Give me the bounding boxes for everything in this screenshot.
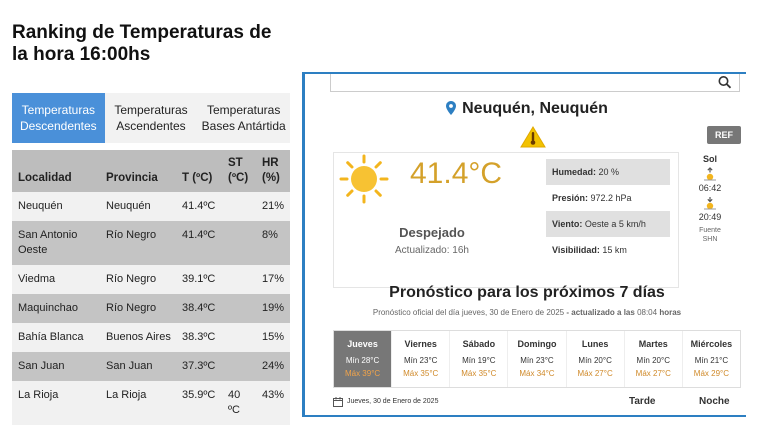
forecast-day-min: Mín 20°C xyxy=(636,356,670,365)
cell-sensacion-termica xyxy=(222,323,256,352)
cell-sensacion-termica xyxy=(222,265,256,294)
column-header-provincia: Provincia xyxy=(100,150,176,192)
forecast-day-min: Mín 23°C xyxy=(403,356,438,365)
table-row xyxy=(12,381,290,425)
cell-humedad: 15% xyxy=(256,323,290,352)
cell-provincia: San Juan xyxy=(100,352,176,381)
cell-humedad: 17% xyxy=(256,265,290,294)
current-conditions xyxy=(333,152,679,288)
column-header-humedad: HR (%) xyxy=(256,150,290,192)
cell-sensacion-termica xyxy=(222,294,256,323)
table-row xyxy=(12,221,290,265)
forecast-footer xyxy=(333,396,741,410)
forecast-title: Pronóstico para los próximos 7 días xyxy=(389,284,665,301)
stat-humedad: Humedad: 20 % xyxy=(546,159,670,185)
forecast-day-1[interactable] xyxy=(392,331,450,387)
stat-viento: Viento: Oeste a 5 km/h xyxy=(546,211,670,237)
cell-localidad: Neuquén xyxy=(12,192,100,221)
cell-localidad: Maquinchao xyxy=(12,294,100,323)
cell-humedad: 24% xyxy=(256,352,290,381)
forecast-day-max: Máx 35°C xyxy=(461,369,497,378)
updated-time: Actualizado: 16h xyxy=(395,245,469,256)
sunset-icon xyxy=(703,196,717,210)
cell-temperatura: 41.4ºC xyxy=(176,192,222,221)
tab-temperaturas-bases-antartida[interactable]: Temperaturas Bases Antártida xyxy=(197,93,290,143)
forecast-day-4[interactable] xyxy=(567,331,625,387)
sun-source: Fuente SHN xyxy=(699,227,721,243)
cell-provincia: Río Negro xyxy=(100,221,176,265)
forecast-subtitle: Pronóstico oficial del día jueves, 30 de Enero de 2025 - actualizado a las 08:04 horas xyxy=(372,308,682,317)
forecast-day-6[interactable] xyxy=(683,331,740,387)
cell-sensacion-termica: 40 ºC xyxy=(222,381,256,425)
ranking-panel xyxy=(0,0,300,435)
cell-temperatura: 39.1ºC xyxy=(176,265,222,294)
sun-icon xyxy=(338,153,390,205)
cell-provincia: Neuquén xyxy=(100,192,176,221)
cell-provincia: Río Negro xyxy=(100,294,176,323)
cell-humedad: 43% xyxy=(256,381,290,425)
stat-visibilidad: Visibilidad: 15 km xyxy=(552,245,627,255)
forecast-day-name: Miércoles xyxy=(690,339,733,349)
forecast-day-name: Viernes xyxy=(404,339,437,349)
forecast-day-min: Mín 21°C xyxy=(694,356,729,365)
cell-temperatura: 35.9ºC xyxy=(176,381,222,425)
table-row xyxy=(12,192,290,221)
forecast-days xyxy=(333,330,741,388)
cell-localidad: San Antonio Oeste xyxy=(12,221,100,265)
location-title xyxy=(305,100,749,118)
cell-provincia: Río Negro xyxy=(100,265,176,294)
cell-humedad: 8% xyxy=(256,221,290,265)
ranking-table xyxy=(12,150,290,425)
panel-bottom-border xyxy=(305,415,746,417)
cell-provincia: Buenos Aires xyxy=(100,323,176,352)
cell-sensacion-termica xyxy=(222,221,256,265)
cell-humedad: 19% xyxy=(256,294,290,323)
table-header-row xyxy=(12,150,290,192)
sunrise-time: 06:42 xyxy=(698,183,722,193)
column-header-temperatura: T (ºC) xyxy=(176,150,222,192)
forecast-day-min: Mín 23°C xyxy=(520,356,554,365)
current-temperature: 41.4°C xyxy=(410,157,503,190)
weather-panel xyxy=(302,72,746,417)
forecast-day-max: Máx 27°C xyxy=(577,369,613,378)
cell-temperatura: 38.3ºC xyxy=(176,323,222,352)
map-pin-icon xyxy=(446,101,456,115)
sunset-time: 20:49 xyxy=(698,212,722,222)
forecast-day-max: Máx 39°C xyxy=(344,369,381,378)
forecast-day-name: Sábado xyxy=(462,339,496,349)
cell-temperatura: 38.4ºC xyxy=(176,294,222,323)
cell-localidad: Bahía Blanca xyxy=(12,323,100,352)
warning-thermometer-icon[interactable] xyxy=(520,126,546,148)
forecast-day-name: Jueves xyxy=(347,339,378,349)
table-row xyxy=(12,294,290,323)
tab-temperaturas-ascendentes[interactable]: Temperaturas Ascendentes xyxy=(105,93,198,143)
weather-stats xyxy=(546,159,670,263)
forecast-day-min: Mín 20°C xyxy=(578,356,612,365)
forecast-day-max: Máx 29°C xyxy=(693,369,730,378)
tarde-label: Tarde xyxy=(629,396,656,407)
ref-button[interactable]: REF xyxy=(707,126,741,144)
search-icon[interactable] xyxy=(717,75,733,89)
cell-sensacion-termica xyxy=(222,192,256,221)
table-row xyxy=(12,265,290,294)
sunrise-icon xyxy=(703,167,717,181)
weather-condition: Despejado xyxy=(399,225,465,240)
forecast-day-min: Mín 28°C xyxy=(345,356,380,365)
noche-label: Noche xyxy=(699,396,730,407)
sun-label: Sol xyxy=(702,154,717,164)
location-name: Neuquén, Neuquén xyxy=(462,100,608,117)
ranking-title: Ranking de Temperaturas de la hora 16:00hs xyxy=(12,22,272,65)
forecast-day-min: Mín 19°C xyxy=(462,356,496,365)
ranking-tabs xyxy=(12,93,290,143)
sun-times xyxy=(681,154,739,244)
cell-localidad: Viedma xyxy=(12,265,100,294)
forecast-day-name: Lunes xyxy=(581,339,609,349)
forecast-footer-date: Jueves, 30 de Enero de 2025 xyxy=(347,398,439,405)
forecast-day-2[interactable] xyxy=(450,331,508,387)
stat-presion: Presión: 972.2 hPa xyxy=(552,193,632,203)
column-header-localidad: Localidad xyxy=(12,150,100,192)
forecast-day-5[interactable] xyxy=(625,331,683,387)
column-header-sensacion-termica: ST (ºC) xyxy=(222,150,256,192)
calendar-icon xyxy=(333,397,343,407)
tab-temperaturas-descendentes[interactable]: Temperaturas Descendentes xyxy=(12,93,105,143)
cell-sensacion-termica xyxy=(222,352,256,381)
forecast-day-max: Máx 35°C xyxy=(403,369,439,378)
table-row xyxy=(12,323,290,352)
cell-provincia: La Rioja xyxy=(100,381,176,425)
cell-humedad: 21% xyxy=(256,192,290,221)
forecast-day-max: Máx 27°C xyxy=(635,369,671,378)
forecast-day-0[interactable] xyxy=(334,331,392,387)
search-input[interactable] xyxy=(330,74,740,92)
forecast-day-3[interactable] xyxy=(508,331,566,387)
table-row xyxy=(12,352,290,381)
cell-temperatura: 41.4ºC xyxy=(176,221,222,265)
cell-temperatura: 37.3ºC xyxy=(176,352,222,381)
forecast-day-max: Máx 34°C xyxy=(519,369,555,378)
forecast-day-name: Domingo xyxy=(517,339,557,349)
forecast-day-name: Martes xyxy=(638,339,668,349)
cell-localidad: La Rioja xyxy=(12,381,100,425)
cell-localidad: San Juan xyxy=(12,352,100,381)
